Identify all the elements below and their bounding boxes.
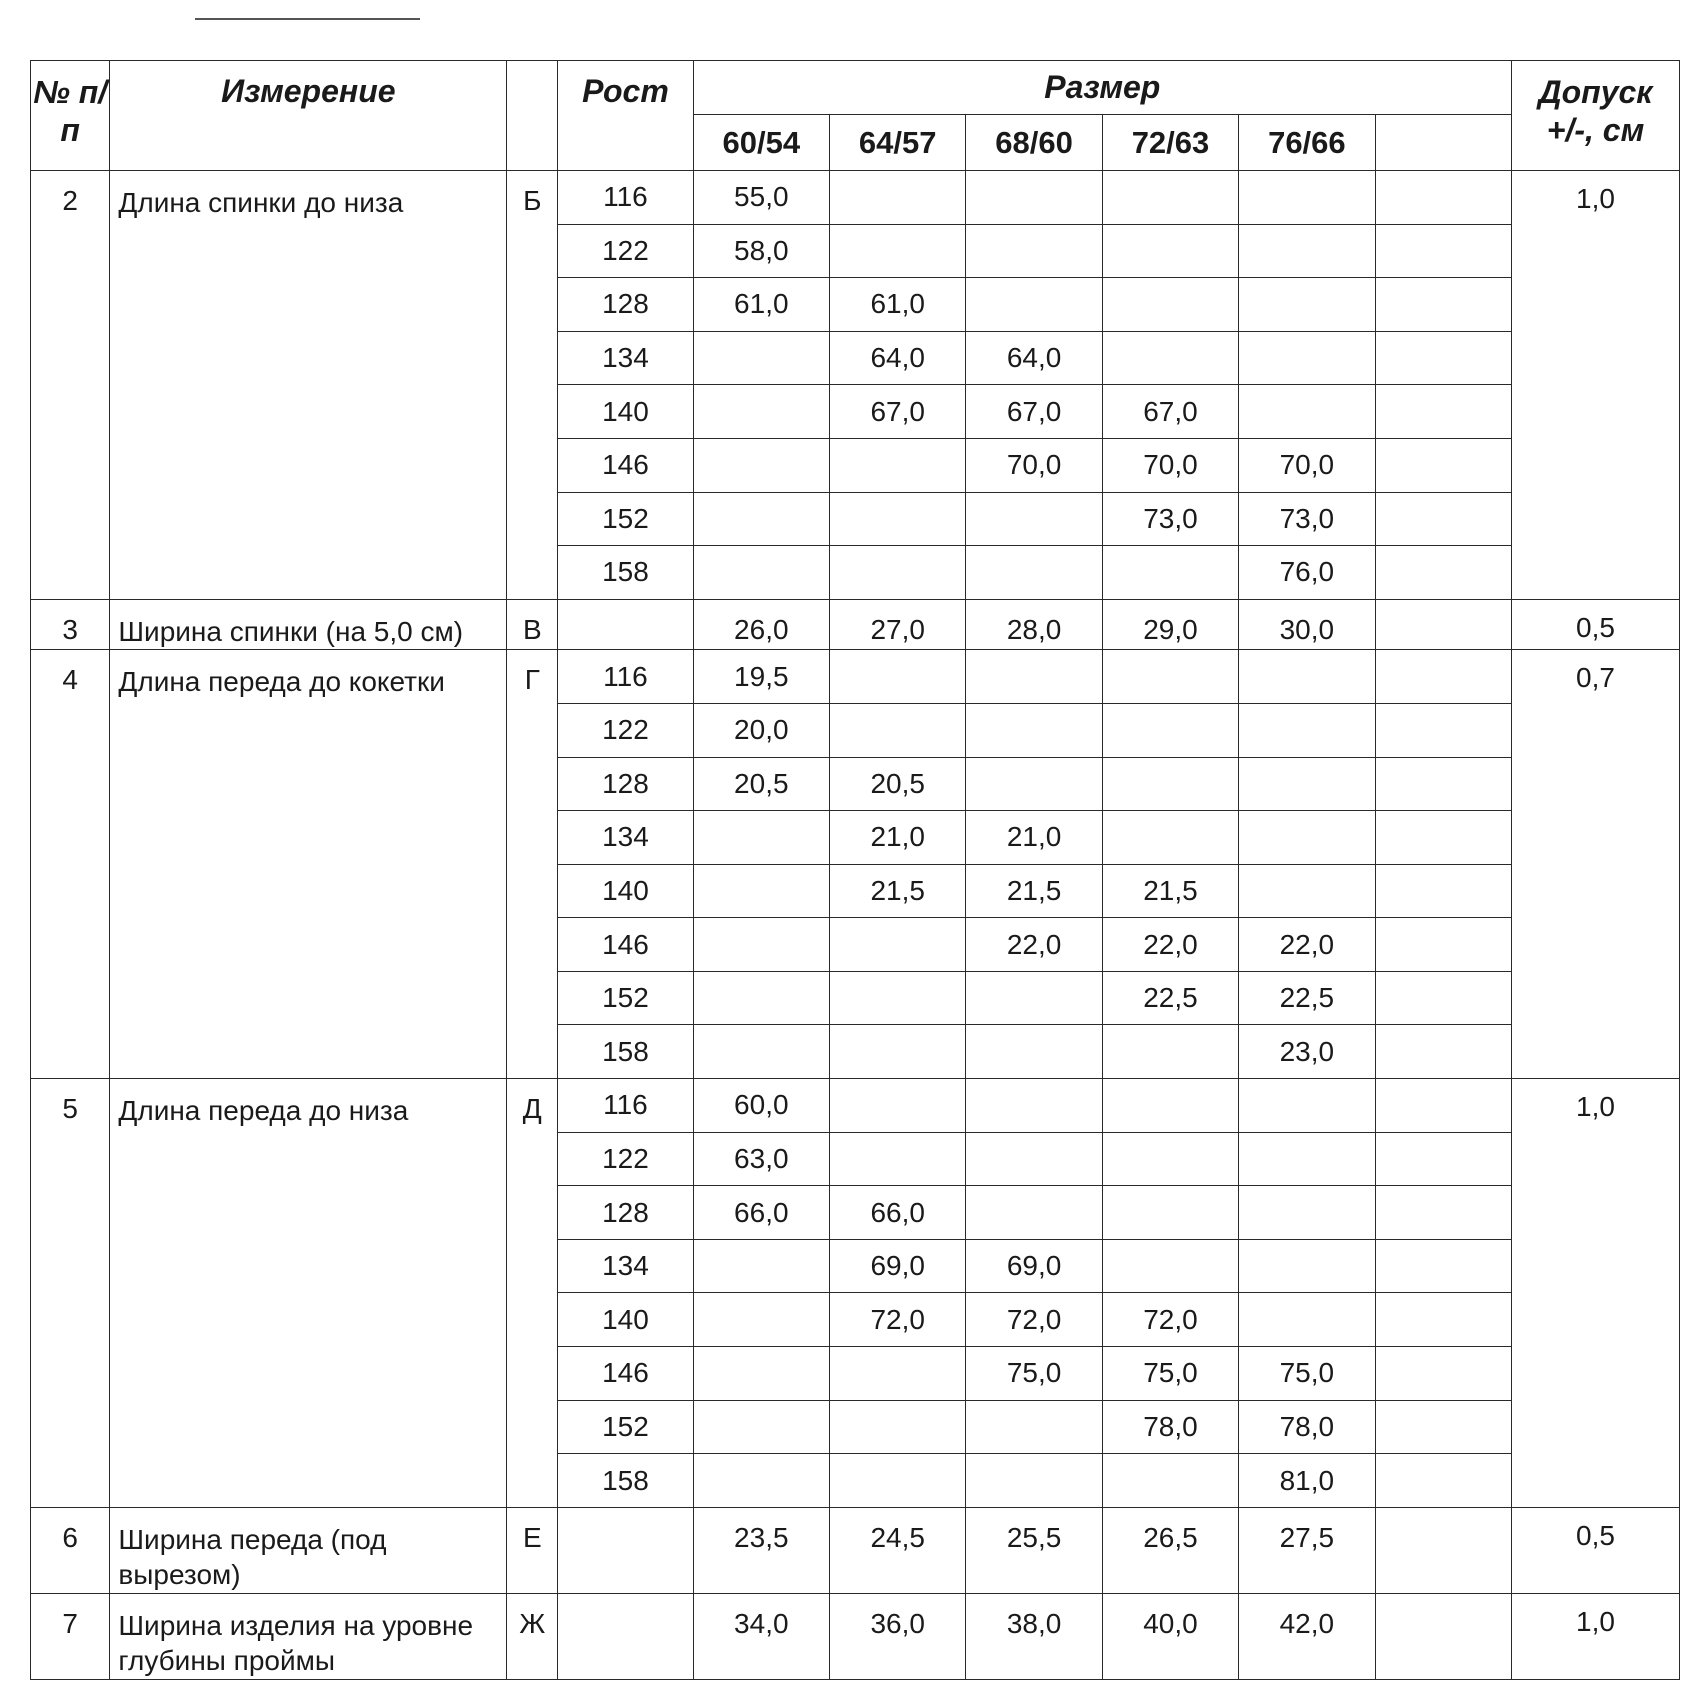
tolerance-value: 1,0 — [1512, 171, 1680, 600]
size-value-cell — [1102, 171, 1238, 225]
measurement-code: Ж — [507, 1593, 558, 1679]
height-cell: 128 — [558, 1186, 693, 1240]
size-value-cell: 22,0 — [966, 918, 1102, 972]
header-code — [507, 61, 558, 171]
size-value-cell — [1375, 1079, 1511, 1133]
height-cell: 140 — [558, 1293, 693, 1347]
size-value-cell — [966, 171, 1102, 225]
tolerance-value: 0,5 — [1512, 1507, 1680, 1593]
measurement-name: Ширина спинки (на 5,0 см) — [110, 599, 507, 650]
size-value-cell — [1375, 224, 1511, 278]
size-value-cell — [966, 1079, 1102, 1133]
size-value-cell: 27,0 — [830, 599, 966, 650]
size-value-cell — [693, 1454, 829, 1508]
size-value-cell: 72,0 — [966, 1293, 1102, 1347]
size-value-cell — [1375, 1593, 1511, 1679]
measurement-name: Ширина переда (под вырезом) — [110, 1507, 507, 1593]
size-value-cell — [1375, 971, 1511, 1025]
size-value-cell — [1375, 171, 1511, 225]
size-value-cell — [1239, 650, 1375, 704]
size-value-cell — [830, 438, 966, 492]
size-value-cell — [1375, 546, 1511, 600]
size-value-cell — [1239, 757, 1375, 811]
row-number: 3 — [31, 599, 110, 650]
measurement-code: Е — [507, 1507, 558, 1593]
size-value-cell — [693, 1400, 829, 1454]
size-value-cell: 20,0 — [693, 703, 829, 757]
size-value-cell: 64,0 — [830, 331, 966, 385]
size-value-cell — [966, 757, 1102, 811]
height-cell: 128 — [558, 757, 693, 811]
height-cell: 116 — [558, 1079, 693, 1133]
size-value-cell — [966, 1132, 1102, 1186]
size-value-cell — [1375, 1400, 1511, 1454]
size-value-cell: 81,0 — [1239, 1454, 1375, 1508]
height-cell: 134 — [558, 811, 693, 865]
size-value-cell — [830, 546, 966, 600]
size-value-cell — [830, 171, 966, 225]
size-value-cell: 42,0 — [1239, 1593, 1375, 1679]
size-value-cell — [693, 1025, 829, 1079]
size-value-cell: 70,0 — [966, 438, 1102, 492]
size-value-cell: 66,0 — [693, 1186, 829, 1240]
row-number: 2 — [31, 171, 110, 600]
height-cell: 122 — [558, 224, 693, 278]
size-value-cell — [693, 546, 829, 600]
size-value-cell — [830, 1025, 966, 1079]
header-size-col: 76/66 — [1239, 115, 1375, 171]
size-value-cell: 40,0 — [1102, 1593, 1238, 1679]
size-value-cell — [1375, 492, 1511, 546]
size-value-cell — [693, 864, 829, 918]
size-value-cell: 67,0 — [966, 385, 1102, 439]
size-value-cell — [1375, 1132, 1511, 1186]
size-value-cell — [1375, 703, 1511, 757]
measurement-name: Длина переда до кокетки — [110, 650, 507, 1079]
size-value-cell — [1375, 599, 1511, 650]
size-value-cell — [693, 385, 829, 439]
size-value-cell — [693, 971, 829, 1025]
size-value-cell: 22,5 — [1239, 971, 1375, 1025]
header-size-col: 72/63 — [1102, 115, 1238, 171]
size-value-cell — [1102, 1025, 1238, 1079]
size-value-cell: 26,5 — [1102, 1507, 1238, 1593]
size-value-cell: 34,0 — [693, 1593, 829, 1679]
size-value-cell — [1375, 1186, 1511, 1240]
size-value-cell — [693, 331, 829, 385]
size-value-cell — [1375, 331, 1511, 385]
measurement-code: В — [507, 599, 558, 650]
header-size-col: 64/57 — [830, 115, 966, 171]
measurement-name: Длина спинки до низа — [110, 171, 507, 600]
tolerance-value: 1,0 — [1512, 1079, 1680, 1508]
size-value-cell — [830, 1132, 966, 1186]
size-value-cell — [1239, 1186, 1375, 1240]
size-value-cell — [1375, 385, 1511, 439]
height-cell: 116 — [558, 650, 693, 704]
size-value-cell — [1102, 1079, 1238, 1133]
size-value-cell: 20,5 — [830, 757, 966, 811]
header-tolerance: Допуск +/-, см — [1512, 61, 1680, 171]
size-value-cell: 75,0 — [1102, 1347, 1238, 1401]
tolerance-value: 0,7 — [1512, 650, 1680, 1079]
row-number: 4 — [31, 650, 110, 1079]
size-value-cell — [830, 703, 966, 757]
size-value-cell: 23,0 — [1239, 1025, 1375, 1079]
size-value-cell: 78,0 — [1239, 1400, 1375, 1454]
size-value-cell — [1239, 224, 1375, 278]
height-cell: 152 — [558, 1400, 693, 1454]
size-value-cell — [1375, 1347, 1511, 1401]
size-value-cell — [1102, 650, 1238, 704]
size-value-cell: 38,0 — [966, 1593, 1102, 1679]
header-size-col: 68/60 — [966, 115, 1102, 171]
size-value-cell — [1375, 811, 1511, 865]
size-value-cell — [830, 1454, 966, 1508]
size-value-cell: 75,0 — [1239, 1347, 1375, 1401]
size-value-cell: 58,0 — [693, 224, 829, 278]
size-value-cell: 69,0 — [966, 1239, 1102, 1293]
size-value-cell: 73,0 — [1102, 492, 1238, 546]
header-measurement: Измерение — [110, 61, 507, 171]
height-cell — [558, 1593, 693, 1679]
size-value-cell — [830, 971, 966, 1025]
size-value-cell: 28,0 — [966, 599, 1102, 650]
header-size: Размер — [693, 61, 1511, 115]
size-value-cell: 29,0 — [1102, 599, 1238, 650]
size-value-cell — [693, 1293, 829, 1347]
row-number: 6 — [31, 1507, 110, 1593]
height-cell: 152 — [558, 492, 693, 546]
height-cell: 158 — [558, 546, 693, 600]
size-value-cell: 27,5 — [1239, 1507, 1375, 1593]
height-cell: 146 — [558, 1347, 693, 1401]
size-value-cell: 70,0 — [1239, 438, 1375, 492]
size-value-cell — [966, 1025, 1102, 1079]
size-value-cell — [693, 918, 829, 972]
size-value-cell — [1375, 757, 1511, 811]
height-cell: 152 — [558, 971, 693, 1025]
header-height: Рост — [558, 61, 693, 171]
size-value-cell: 22,5 — [1102, 971, 1238, 1025]
size-value-cell — [830, 1400, 966, 1454]
size-value-cell — [1239, 811, 1375, 865]
size-value-cell: 24,5 — [830, 1507, 966, 1593]
size-value-cell — [1375, 438, 1511, 492]
size-value-cell — [1375, 1025, 1511, 1079]
height-cell: 158 — [558, 1025, 693, 1079]
tolerance-value: 1,0 — [1512, 1593, 1680, 1679]
size-value-cell — [1239, 1079, 1375, 1133]
height-cell: 134 — [558, 1239, 693, 1293]
size-value-cell — [1239, 1132, 1375, 1186]
size-value-cell: 67,0 — [830, 385, 966, 439]
size-value-cell — [830, 492, 966, 546]
scan-mark — [195, 18, 420, 20]
header-size-col: 60/54 — [693, 115, 829, 171]
size-value-cell — [1375, 1454, 1511, 1508]
size-value-cell — [1239, 1293, 1375, 1347]
size-value-cell — [966, 703, 1102, 757]
size-value-cell — [1375, 278, 1511, 332]
size-value-cell — [1375, 918, 1511, 972]
row-number: 5 — [31, 1079, 110, 1508]
size-value-cell — [1239, 171, 1375, 225]
size-value-cell — [830, 918, 966, 972]
size-value-cell — [1239, 864, 1375, 918]
size-value-cell: 25,5 — [966, 1507, 1102, 1593]
table-row — [31, 599, 1680, 650]
size-value-cell: 30,0 — [1239, 599, 1375, 650]
measurement-code: Д — [507, 1079, 558, 1508]
size-value-cell: 19,5 — [693, 650, 829, 704]
size-value-cell — [966, 278, 1102, 332]
size-value-cell: 76,0 — [1239, 546, 1375, 600]
size-value-cell: 78,0 — [1102, 1400, 1238, 1454]
height-cell: 128 — [558, 278, 693, 332]
height-cell: 158 — [558, 1454, 693, 1508]
size-value-cell — [693, 438, 829, 492]
size-value-cell: 21,5 — [1102, 864, 1238, 918]
size-value-cell — [1375, 864, 1511, 918]
size-value-cell — [1102, 757, 1238, 811]
size-value-cell — [966, 492, 1102, 546]
size-value-cell: 22,0 — [1239, 918, 1375, 972]
size-value-cell: 61,0 — [693, 278, 829, 332]
size-value-cell: 21,0 — [830, 811, 966, 865]
size-value-cell — [1102, 224, 1238, 278]
size-value-cell — [830, 224, 966, 278]
size-value-cell: 64,0 — [966, 331, 1102, 385]
table-row — [31, 1593, 1680, 1679]
size-value-cell — [1375, 1507, 1511, 1593]
size-value-cell — [966, 1400, 1102, 1454]
size-value-cell: 21,5 — [830, 864, 966, 918]
size-value-cell — [1239, 1239, 1375, 1293]
size-value-cell — [693, 1347, 829, 1401]
size-value-cell — [1102, 1186, 1238, 1240]
height-cell — [558, 1507, 693, 1593]
size-specification-table — [30, 60, 1680, 1680]
size-value-cell: 61,0 — [830, 278, 966, 332]
size-value-cell: 36,0 — [830, 1593, 966, 1679]
size-value-cell — [966, 546, 1102, 600]
table-row — [31, 171, 1680, 225]
height-cell: 146 — [558, 438, 693, 492]
size-value-cell: 55,0 — [693, 171, 829, 225]
size-value-cell — [693, 1239, 829, 1293]
height-cell: 140 — [558, 864, 693, 918]
height-cell: 116 — [558, 171, 693, 225]
size-value-cell — [966, 1454, 1102, 1508]
size-value-cell — [1102, 811, 1238, 865]
size-value-cell: 21,0 — [966, 811, 1102, 865]
size-value-cell — [1375, 1293, 1511, 1347]
size-value-cell: 73,0 — [1239, 492, 1375, 546]
tolerance-value: 0,5 — [1512, 599, 1680, 650]
size-value-cell: 66,0 — [830, 1186, 966, 1240]
size-value-cell: 75,0 — [966, 1347, 1102, 1401]
size-value-cell — [1239, 278, 1375, 332]
size-value-cell — [966, 650, 1102, 704]
size-value-cell — [1102, 1239, 1238, 1293]
height-cell: 140 — [558, 385, 693, 439]
size-value-cell — [830, 1079, 966, 1133]
measurement-name: Длина переда до низа — [110, 1079, 507, 1508]
table-row — [31, 1507, 1680, 1593]
size-value-cell: 70,0 — [1102, 438, 1238, 492]
table-row — [31, 1079, 1680, 1133]
size-value-cell — [1102, 546, 1238, 600]
size-value-cell — [966, 224, 1102, 278]
height-cell: 146 — [558, 918, 693, 972]
size-value-cell — [1375, 650, 1511, 704]
size-value-cell: 20,5 — [693, 757, 829, 811]
size-value-cell: 22,0 — [1102, 918, 1238, 972]
row-number: 7 — [31, 1593, 110, 1679]
size-value-cell: 63,0 — [693, 1132, 829, 1186]
size-value-cell: 72,0 — [830, 1293, 966, 1347]
measurement-name: Ширина изделия на уровне глубины проймы — [110, 1593, 507, 1679]
measurement-code: Б — [507, 171, 558, 600]
size-value-cell — [1239, 331, 1375, 385]
size-value-cell — [1102, 703, 1238, 757]
size-value-cell — [1239, 385, 1375, 439]
size-value-cell: 23,5 — [693, 1507, 829, 1593]
size-value-cell: 72,0 — [1102, 1293, 1238, 1347]
size-value-cell — [1102, 331, 1238, 385]
size-value-cell — [1102, 1132, 1238, 1186]
size-value-cell — [966, 1186, 1102, 1240]
size-value-cell — [693, 811, 829, 865]
size-value-cell: 67,0 — [1102, 385, 1238, 439]
header-num: № п/п — [31, 61, 110, 171]
size-value-cell — [693, 492, 829, 546]
height-cell: 122 — [558, 703, 693, 757]
header-size-col — [1375, 115, 1511, 171]
height-cell: 122 — [558, 1132, 693, 1186]
size-value-cell: 26,0 — [693, 599, 829, 650]
size-value-cell — [830, 1347, 966, 1401]
measurement-code: Г — [507, 650, 558, 1079]
table-body — [31, 171, 1680, 1680]
size-value-cell: 60,0 — [693, 1079, 829, 1133]
size-value-cell: 69,0 — [830, 1239, 966, 1293]
height-cell — [558, 599, 693, 650]
size-value-cell — [966, 971, 1102, 1025]
size-value-cell — [1239, 703, 1375, 757]
size-value-cell — [1102, 1454, 1238, 1508]
table-row — [31, 650, 1680, 704]
size-value-cell: 21,5 — [966, 864, 1102, 918]
height-cell: 134 — [558, 331, 693, 385]
size-value-cell — [1375, 1239, 1511, 1293]
size-value-cell — [830, 650, 966, 704]
size-value-cell — [1102, 278, 1238, 332]
